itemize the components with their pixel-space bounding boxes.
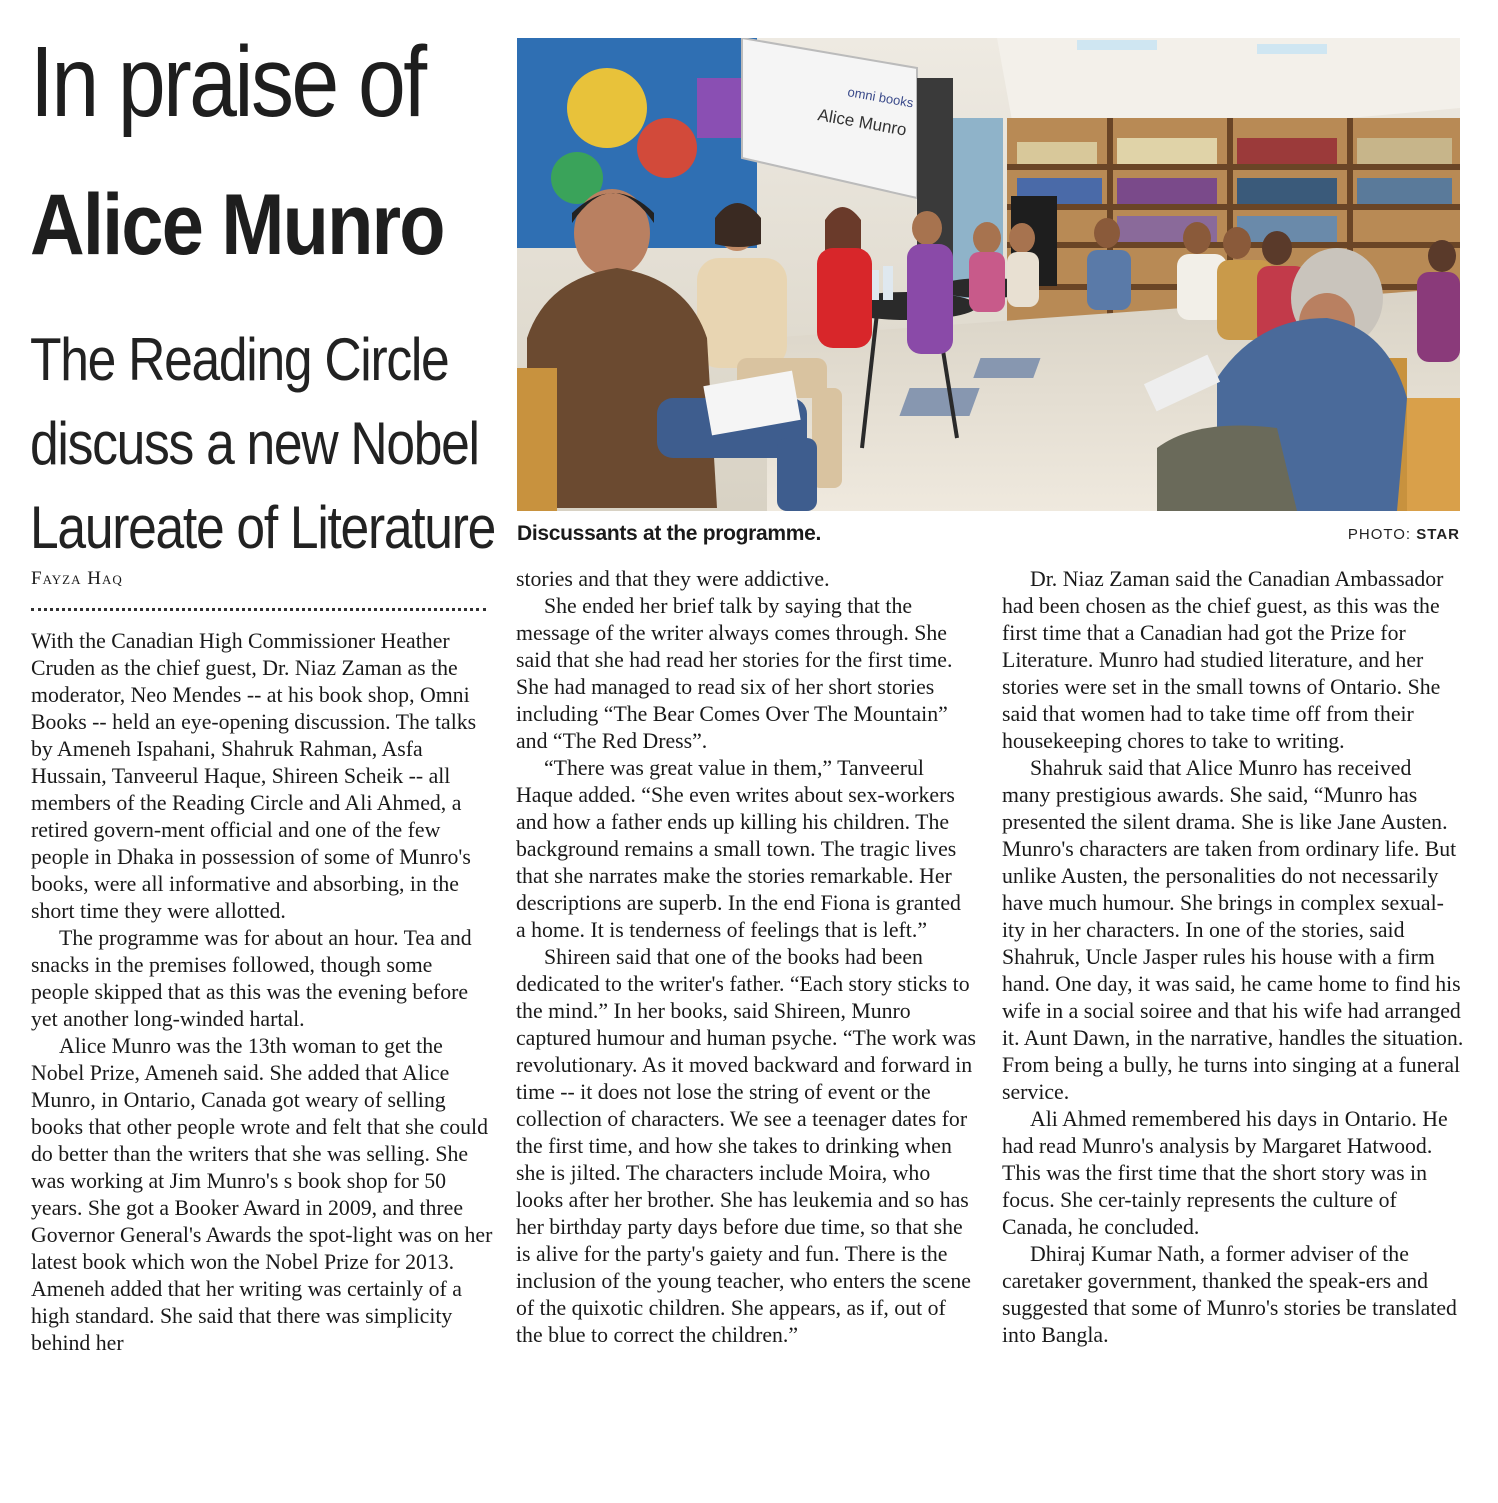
subheadline-line-1: The Reading Circle [30, 326, 449, 393]
paragraph: “There was great value in them,” Tanveerul Haque added. “She even writes about sex-workers and how a father ends up killing his children. The background remains a small town. The tragic lives that she narrates make the stories remarkable. Her descriptions are superb. In the end Fiona is granted a home. It is tenderness of feelings that is left.” [516, 756, 961, 942]
paragraph: Ali Ahmed remembered his days in Ontario. He had read Munro's analysis by Margaret Hatwood. This was the first time that the short story was in focus. She cer-tainly represents the culture of Canada, he concluded. [1002, 1107, 1448, 1239]
article-column-3 [1002, 566, 1464, 1349]
photo-credit-source: STAR [1416, 526, 1460, 543]
paragraph: Dhiraj Kumar Nath, a former adviser of the caretaker government, thanked the speak-ers and suggested that some of Munro's stories be translated into Bangla. [1002, 1242, 1457, 1347]
headline-line-2: Alice Munro [30, 177, 444, 273]
paragraph: stories and that they were addictive. [516, 567, 830, 591]
subheadline-line-2: discuss a new Nobel [30, 410, 479, 477]
banner-brand: omni books [846, 84, 915, 111]
paragraph: The programme was for about an hour. Tea and snacks in the premises followed, though some people skipped that as this was the evening before yet another long-winded hartal. [31, 926, 472, 1031]
article-column-1 [31, 628, 493, 1357]
headline-line-1: In praise of [30, 26, 425, 138]
paragraph: With the Canadian High Commissioner Heather Cruden as the chief guest, Dr. Niaz Zaman as the moderator, Neo Mendes -- at his book shop, Omni Books -- held an eye-opening discussion. The talks by Ameneh Ispahani, Shahruk Rahman, Asfa Hussain, Tanveerul Haque, Shireen Scheik -- all members of the Reading Circle and Ali Ahmed, a retired govern-ment official and one of the few people in Dhaka in possession of some of Munro's books, were all informative and absorbing, in the short time they were allotted. [31, 629, 477, 923]
paragraph: Shahruk said that Alice Munro has received many prestigious awards. She said, “Munro has presented the silent drama. She is like Jane Austen. Munro's characters are taken from ordinary life. But unlike Austen, the personalities do not necessarily have much humour. She brings in complex sexual-ity in her characters. In one of the stories, said Shahruk, Uncle Jasper rules his house with a firm hand. One day, it was said, he came home to find his wife in a social soiree and that his wife had arranged it. Aunt Dawn, in the narrative, handles the situation. From being a bully, he turns into singing at a funeral service. [1002, 756, 1464, 1104]
subheadline-line-3: Laureate of Literature [30, 494, 496, 561]
article-column-2 [516, 566, 976, 1349]
paragraph: Dr. Niaz Zaman said the Canadian Ambassador had been chosen as the chief guest, as this was the first time that a Canadian had got the Prize for Literature. Munro had studied literature, and her stories were set in the small towns of Ontario. She said that women had to take time off from their housekeeping chores to take to writing. [1002, 567, 1444, 753]
photo-credit [1348, 526, 1460, 543]
paragraph: Alice Munro was the 13th woman to get the Nobel Prize, Ameneh said. She added that Alice Munro, in Ontario, Canada got weary of selling books that other people wrote and felt that she could do better than the writers that she was selling. She was working at Jim Munro's s book shop for 50 years. She got a Booker Award in 2009, and three Governor General's Awards the spot-light was on her latest book which won the Nobel Prize for 2013. Ameneh added that her writing was certainly of a high standard. She said that there was simplicity behind her [31, 1034, 493, 1355]
dotted-divider [31, 608, 486, 611]
banner-title: Alice Munro [816, 105, 909, 140]
byline: Fayza Haq [31, 568, 123, 589]
headline [30, 26, 492, 273]
paragraph: She ended her brief talk by saying that the message of the writer always comes through. She said that she had read her stories for the first time. She had managed to read six of her short stories including “The Bear Comes Over The Mountain” and “The Red Dress”. [516, 594, 953, 753]
subheadline [30, 318, 500, 570]
photo-caption: Discussants at the programme. [517, 522, 822, 545]
paragraph: Shireen said that one of the books had been dedicated to the writer's father. “Each story sticks to the mind.” In her books, said Shireen, Munro captured humour and human psyche. “The work was revolutionary. As it moved backward and forward in time -- it does not lose the string of event or the collection of characters. We see a teenager dates for the first time, and how she takes to drinking when she is jilted. The characters include Moira, who looks after her brother. She has leukemia and so has her birthday party days before due time, so that she is alive for the party's gaiety and fun. There is the inclusion of the young teacher, who enters the scene of the quixotic children. She appears, as if, out of the blue to correct the children.” [516, 945, 977, 1347]
event-photo [517, 38, 1460, 511]
photo-credit-label: PHOTO: [1347, 526, 1412, 543]
